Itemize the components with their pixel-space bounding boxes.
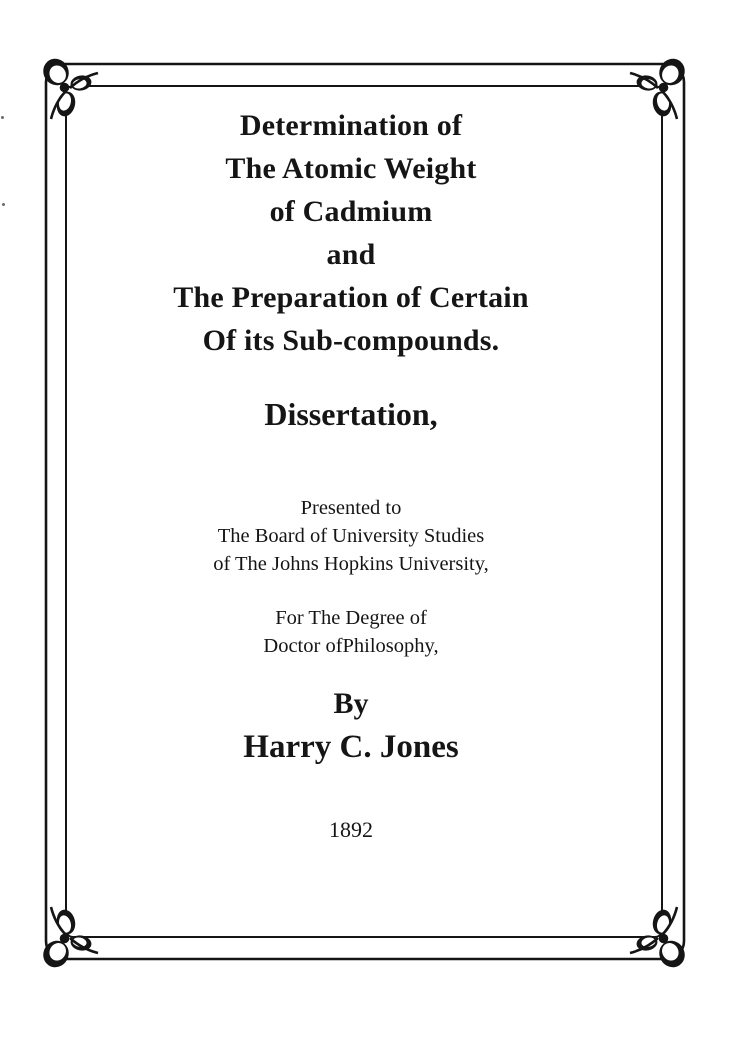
title-line: of Cadmium xyxy=(269,195,433,228)
publication-year: 1892 xyxy=(329,817,373,842)
degree-block xyxy=(65,604,637,660)
document-type-label: Dissertation, xyxy=(264,396,438,432)
dissertation-title xyxy=(65,104,637,362)
title-line: The Atomic Weight xyxy=(225,152,477,185)
title-line: Determination of xyxy=(239,109,463,142)
title-page-content xyxy=(65,0,637,1041)
title-line: and xyxy=(326,238,376,271)
author-name: Harry C. Jones xyxy=(243,729,459,765)
presented-line: Presented to xyxy=(300,497,402,519)
title-line: Of its Sub-compounds. xyxy=(202,324,500,357)
ribbon-bow-icon xyxy=(630,907,690,972)
degree-line: Doctor ofPhilosophy, xyxy=(263,635,439,657)
scan-speck xyxy=(1,116,4,119)
presented-line: of The Johns Hopkins University, xyxy=(213,553,489,575)
title-line: The Preparation of Certain xyxy=(173,281,529,314)
byline-label: By xyxy=(333,687,369,720)
presented-to-block xyxy=(65,494,637,578)
degree-line: For The Degree of xyxy=(275,607,427,629)
presented-line: The Board of University Studies xyxy=(217,525,485,547)
scan-speck xyxy=(2,203,5,206)
